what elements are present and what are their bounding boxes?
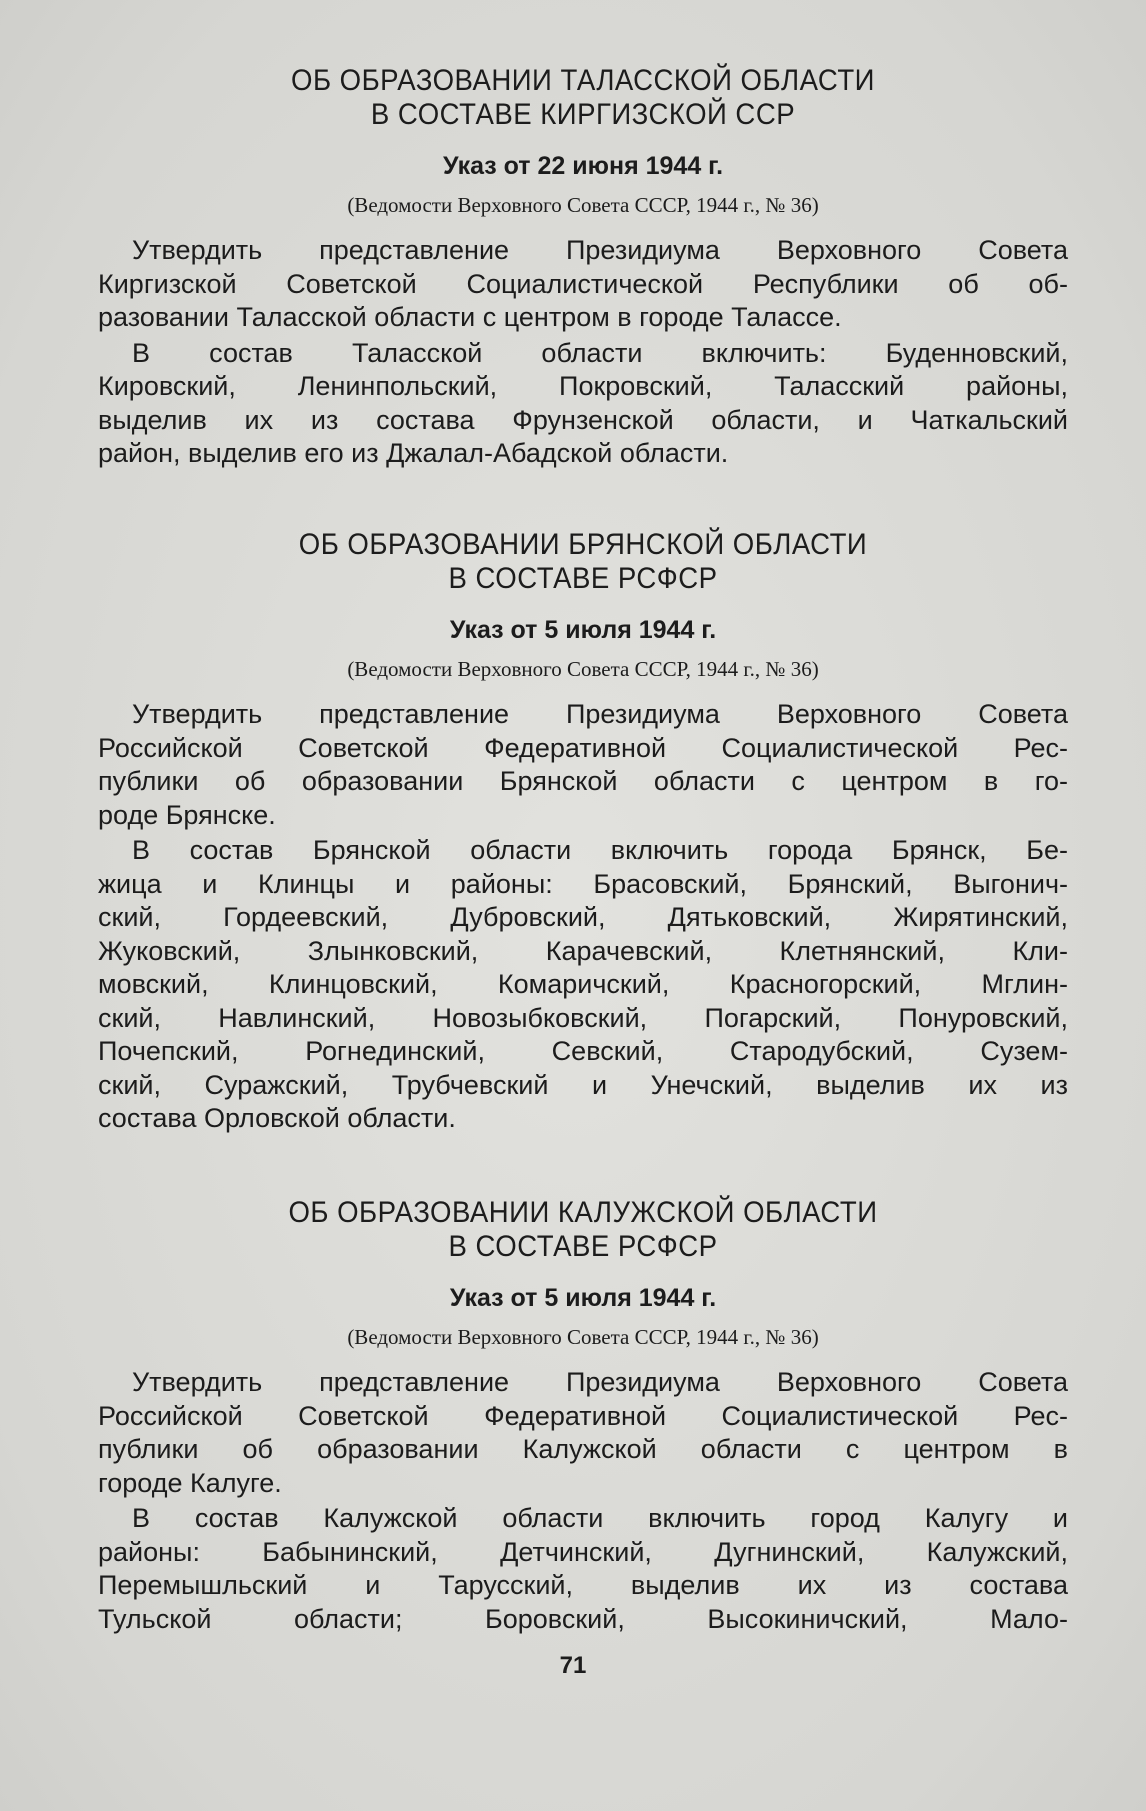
decree-date: Указ от 22 июня 1944 г. (442, 152, 724, 180)
text-line: публики об образовании Калужской области с центром в (98, 1434, 1068, 1464)
text-line: Жуковский, Злынковский, Карачевский, Клетнянский, Кли- (98, 935, 1068, 966)
section-title-line: В СОСТАВЕ РСФСР (448, 562, 718, 595)
text-line: жица и Клинцы и районы: Брасовский, Брянский, Выгонич- (98, 868, 1068, 899)
decree-section (98, 64, 1068, 471)
text-line: Утвердить представление Президиума Верховного Совета (132, 699, 1068, 729)
text-line: городе Калуге. (98, 1467, 282, 1498)
decree-date: Указ от 5 июля 1944 г. (449, 1284, 717, 1312)
text-line: район, выделив его из Джалал-Абадской области. (98, 438, 729, 468)
text-line: публики об образовании Брянской области с центром в го- (98, 766, 1068, 796)
paragraph (98, 1366, 1068, 1500)
text-line: Перемышльский и Тарусский, выделив их из состава (98, 1570, 1068, 1600)
text-line: В состав Калужской области включить город Калугу и (132, 1503, 1068, 1533)
section-title-line: ОБ ОБРАЗОВАНИИ ТАЛАССКОЙ ОБЛАСТИ (291, 64, 875, 97)
text-line: ский, Навлинский, Новозыбковский, Погарский, Понуровский, (98, 1002, 1068, 1033)
text-line: Российской Советской Федеративной Социалистической Рес- (98, 732, 1068, 763)
paragraph (98, 1502, 1068, 1636)
page-number: 71 (559, 1652, 587, 1679)
text-line: выделив их из состава Фрунзенской области, и Чаткальский (98, 404, 1068, 435)
text-line: разовании Таласской области с центром в городе Талассе. (98, 302, 842, 332)
decree-source: (Ведомости Верховного Совета СССР, 1944 г., № 36) (347, 193, 819, 217)
text-line: состава Орловской области. (98, 1103, 456, 1133)
decree-source: (Ведомости Верховного Совета СССР, 1944 г., № 36) (347, 1325, 819, 1349)
text-line: Почепский, Рогнединский, Севский, Стародубский, Сузем- (98, 1036, 1068, 1066)
paragraph (98, 337, 1068, 471)
text-line: роде Брянске. (98, 799, 276, 830)
text-line: Тульской области; Боровский, Высокиничский, Мало- (98, 1603, 1068, 1634)
section-title-line: ОБ ОБРАЗОВАНИИ КАЛУЖСКОЙ ОБЛАСТИ (288, 1196, 878, 1229)
text-line: В состав Брянской области включить города Брянск, Бе- (132, 835, 1068, 865)
text-line: Киргизской Советской Социалистической Республики об об- (98, 268, 1068, 299)
text-line: Утвердить представление Президиума Верховного Совета (132, 1367, 1068, 1397)
text-line: ский, Гордеевский, Дубровский, Дятьковский, Жирятинский, (98, 902, 1068, 932)
decree-source: (Ведомости Верховного Совета СССР, 1944 г., № 36) (347, 657, 819, 681)
text-line: ский, Суражский, Трубчевский и Унечский, выделив их из (98, 1069, 1068, 1100)
text-line: Российской Советской Федеративной Социалистической Рес- (98, 1400, 1068, 1431)
section-title-line: ОБ ОБРАЗОВАНИИ БРЯНСКОЙ ОБЛАСТИ (298, 528, 868, 561)
decree-section (98, 1196, 1068, 1636)
section-title-line: В СОСТАВЕ РСФСР (448, 1230, 718, 1263)
decree-date: Указ от 5 июля 1944 г. (449, 616, 717, 644)
section-title-line: В СОСТАВЕ КИРГИЗСКОЙ ССР (370, 98, 796, 131)
text-line: Кировский, Ленинпольский, Покровский, Таласский районы, (98, 371, 1068, 401)
text-line: мовский, Клинцовский, Комаричский, Красногорский, Мглин- (98, 969, 1068, 999)
paragraph (98, 698, 1068, 832)
decree-section (98, 528, 1068, 1136)
paragraph (98, 834, 1068, 1136)
paragraph (98, 234, 1068, 335)
text-line: районы: Бабынинский, Детчинский, Дугнинский, Калужский, (98, 1536, 1068, 1567)
text-line: В состав Таласской области включить: Буденновский, (132, 337, 1068, 368)
text-line: Утвердить представление Президиума Верховного Совета (132, 235, 1068, 265)
